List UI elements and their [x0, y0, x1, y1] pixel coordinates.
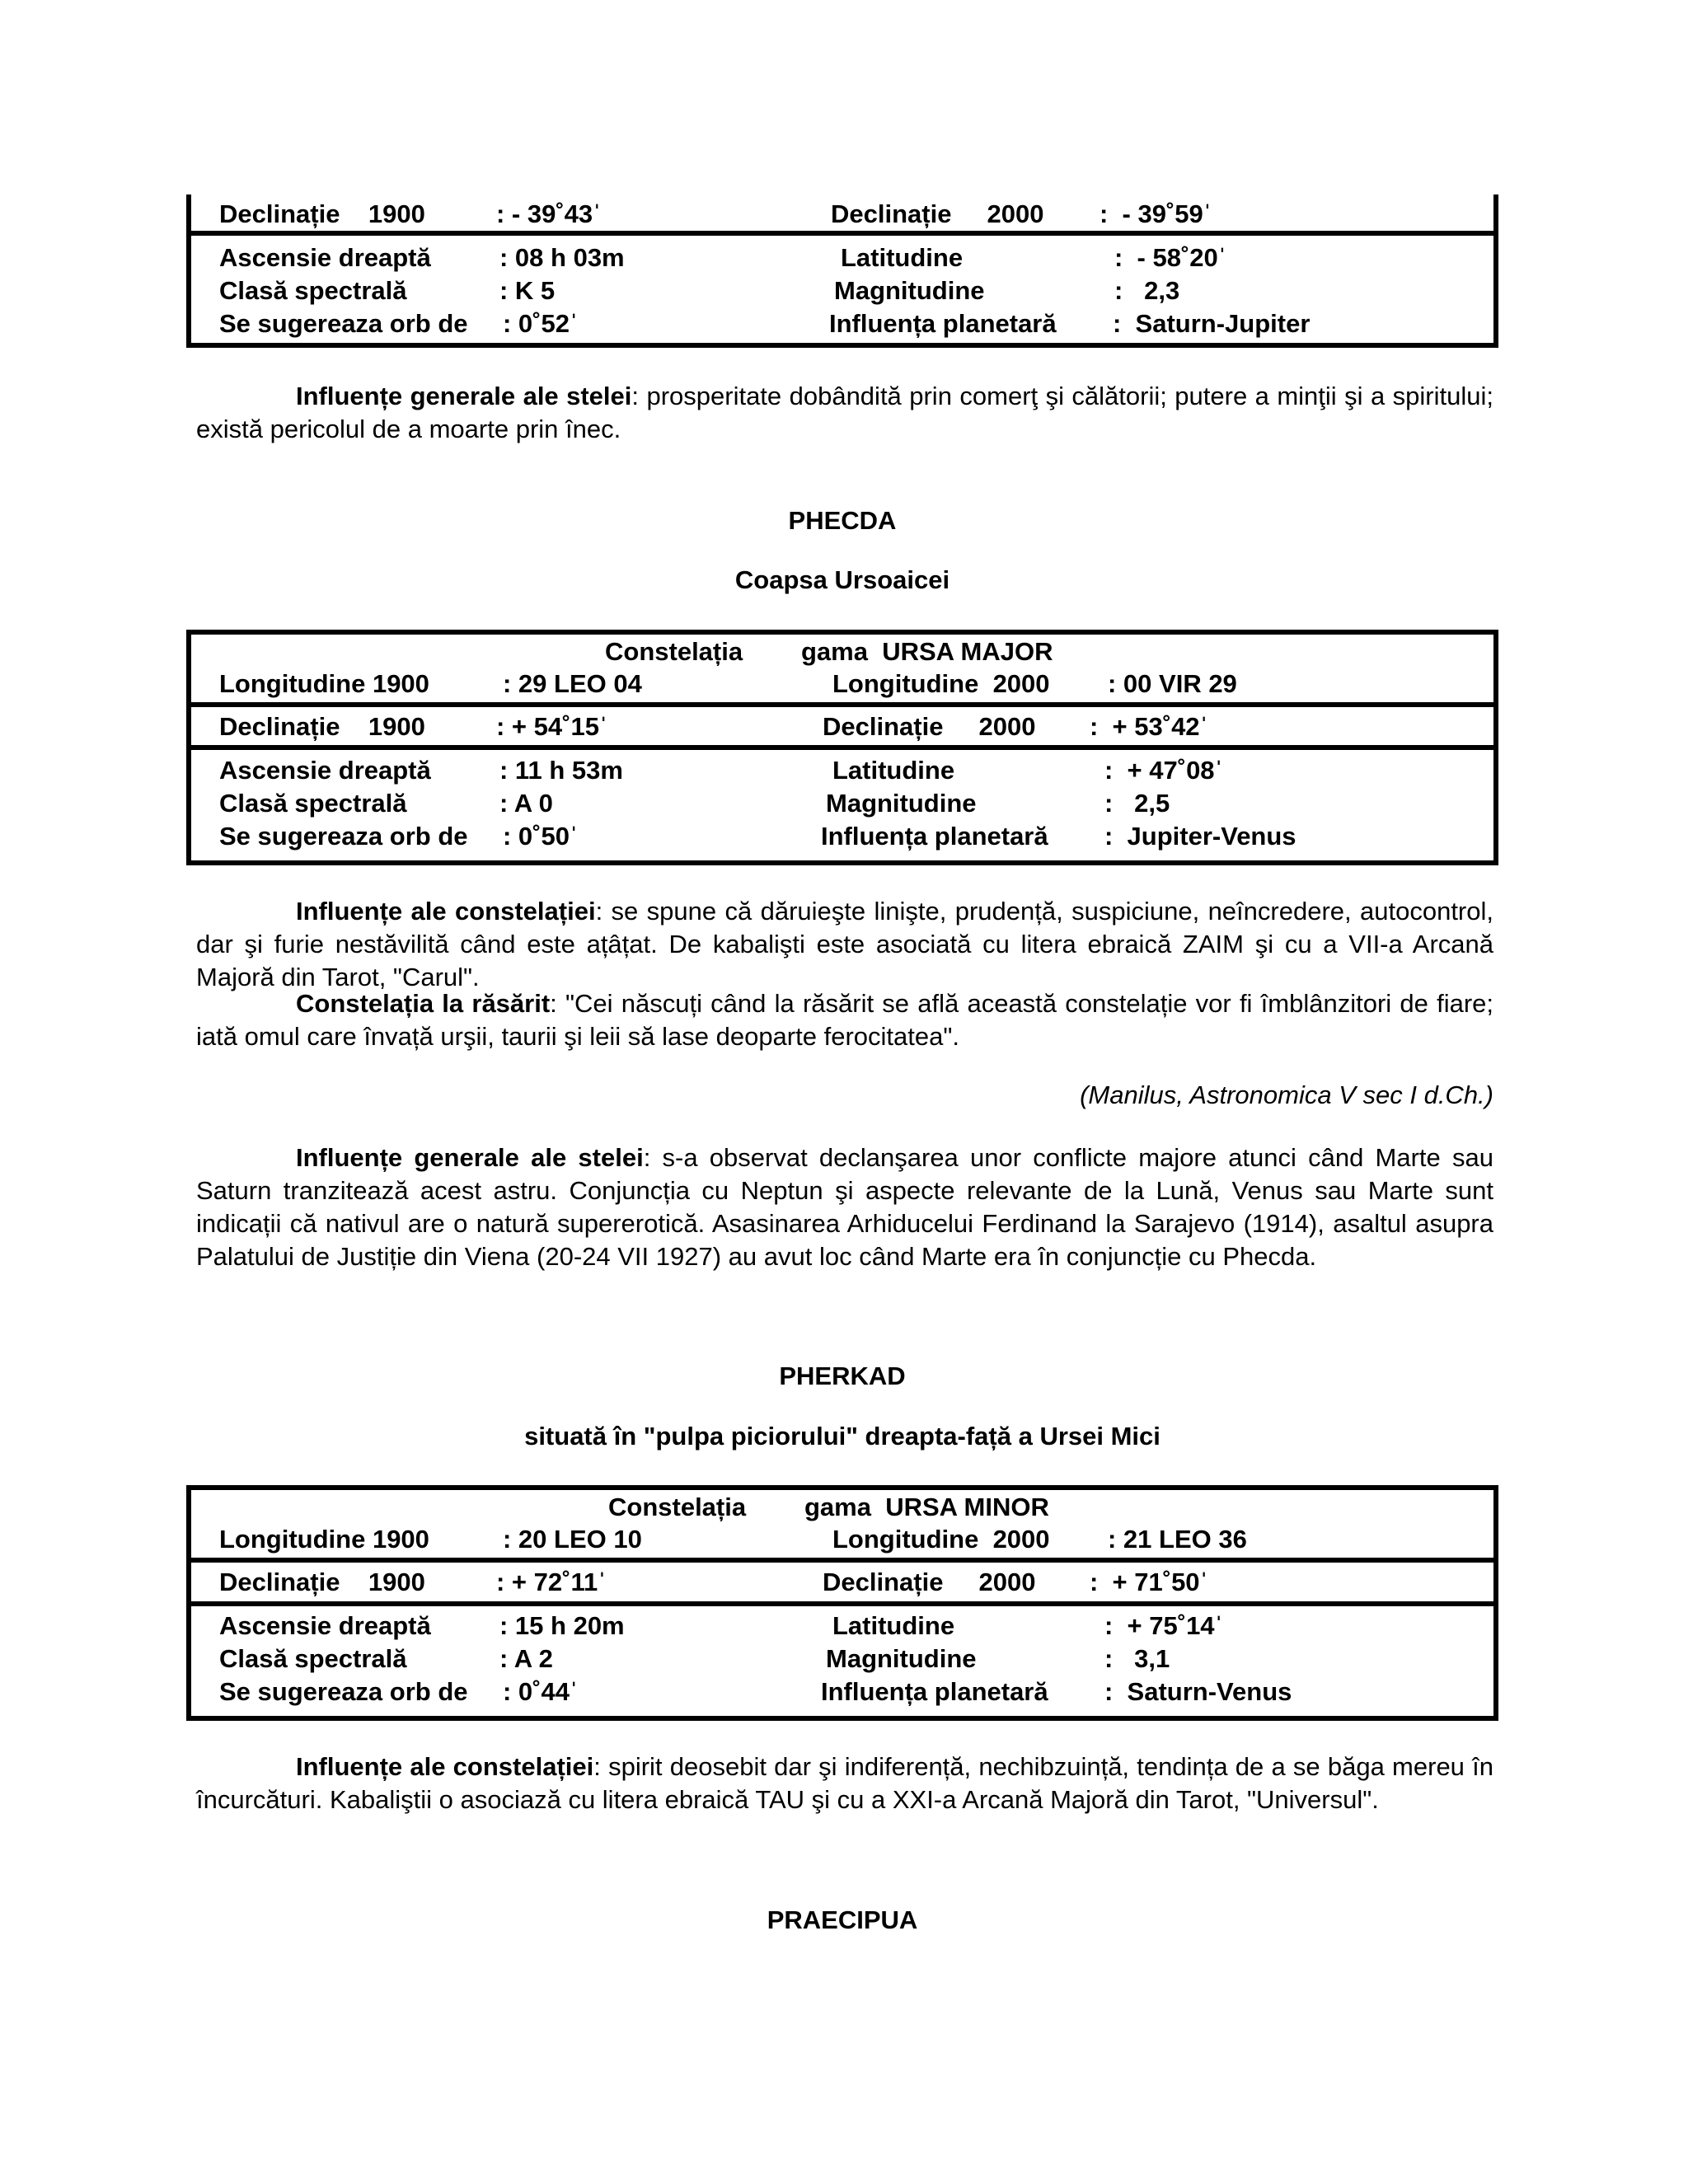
- magnitude-label: Magnitudine: [826, 789, 977, 818]
- constellation-label: Constelația: [605, 637, 743, 666]
- right-ascension-value: : 08 h 03m: [499, 243, 625, 272]
- planetary-influence-value: : Jupiter-Venus: [1104, 822, 1296, 851]
- spectral-class-label: Clasă spectrală: [219, 276, 407, 305]
- latitude-label: Latitudine: [841, 243, 964, 272]
- latitude-label: Latitudine: [832, 1611, 955, 1640]
- right-ascension-value: : 11 h 53m: [499, 756, 623, 785]
- orb-label: Se sugereaza orb de: [219, 309, 468, 338]
- declination-1900-value: : - 39˚43ˈ: [496, 199, 602, 228]
- longitude-1900-value: : 20 LEO 10: [503, 1525, 642, 1554]
- declination-1900-label: Declinație 1900: [219, 199, 425, 228]
- general-influences-paragraph: Influențe generale ale stelei: s-a observat declanşarea unor conflicte majore atunci când Marte sau Saturn tranzitează acest astru. Conjuncția cu Neptun şi aspecte relevante de la Lună, Venus sau Marte sunt indicații că nativul are o natură supererotică. Asasinarea Arhiducelui Ferdinand la Sarajevo (1914), asaltul asupra Palatului de Justiție din Viena (20-24 VII 1927) au avut loc când Marte era în conjuncție cu Phecda.: [196, 1143, 1493, 1271]
- latitude-value: : + 47˚08ˈ: [1104, 756, 1223, 785]
- declination-1900-value: : + 72˚11ˈ: [496, 1568, 607, 1596]
- spectral-class-label: Clasă spectrală: [219, 789, 407, 818]
- right-ascension-label: Ascensie dreaptă: [219, 1611, 431, 1640]
- orb-value: : 0˚44ˈ: [503, 1677, 579, 1706]
- declination-2000-label: Declinație 2000: [823, 1568, 1036, 1596]
- constellation-influences-paragraph: Influențe ale constelației: se spune că dăruieşte linişte, prudență, suspiciune, neîncredere, autocontrol, dar şi furie nestăvilită când este ațâțat. De kabalişti este asociată cu litera ebraică ZAIM şi cu a VII-a Arcană Majoră din Tarot, "Carul".: [196, 897, 1493, 991]
- declination-1900-label: Declinație 1900: [219, 712, 425, 741]
- magnitude-value: : 2,3: [1114, 276, 1180, 305]
- star-title-praecipua: PRAECIPUA: [767, 1905, 918, 1934]
- declination-2000-value: : + 53˚42ˈ: [1090, 712, 1208, 741]
- constellation-rising-paragraph: Constelația la răsărit: "Cei născuți când la răsărit se află această constelație vor fi îmblânzitori de fiare; iată omul care învață urşii, taurii şi leii să lase deoparte ferocitatea".: [196, 989, 1493, 1051]
- declination-2000-label: Declinație 2000: [823, 712, 1036, 741]
- star-subtitle-pherkad: situată în "pulpa piciorului" dreapta-față a Ursei Mici: [524, 1422, 1160, 1451]
- magnitude-value: : 2,5: [1104, 789, 1170, 818]
- constellation-influences-paragraph: Influențe ale constelației: spirit deosebit dar şi indiferență, nechibzuință, tendința de a se băga mereu în încurcături. Kabaliştii o asociază cu litera ebraică TAU şi cu a XXI-a Arcană Majoră din Tarot, "Universul".: [196, 1752, 1493, 1814]
- orb-value: : 0˚50ˈ: [503, 822, 579, 851]
- magnitude-label: Magnitudine: [834, 276, 985, 305]
- general-influences-paragraph: Influențe generale ale stelei: prosperitate dobândită prin comerţ şi călătorii; putere a minţii şi a spiritului; există pericolul de a moarte prin înec.: [196, 382, 1493, 443]
- spectral-class-label: Clasă spectrală: [219, 1644, 407, 1673]
- constellation-value: gama URSA MINOR: [804, 1493, 1049, 1521]
- constellation-label: Constelația: [608, 1493, 747, 1521]
- declination-1900-value: : + 54˚15ˈ: [496, 712, 608, 741]
- longitude-1900-label: Longitudine 1900: [219, 1525, 429, 1554]
- star-title-pherkad: PHERKAD: [779, 1361, 906, 1390]
- planetary-influence-label: Influența planetară: [829, 309, 1057, 338]
- right-ascension-label: Ascensie dreaptă: [219, 243, 431, 272]
- spectral-class-value: : K 5: [499, 276, 556, 305]
- right-ascension-value: : 15 h 20m: [499, 1611, 625, 1640]
- longitude-2000-value: : 21 LEO 36: [1108, 1525, 1247, 1554]
- planetary-influence-label: Influența planetară: [821, 822, 1048, 851]
- longitude-2000-label: Longitudine 2000: [832, 1525, 1050, 1554]
- spectral-class-value: : A 2: [499, 1644, 553, 1673]
- longitude-1900-value: : 29 LEO 04: [503, 669, 642, 698]
- latitude-value: : - 58˚20ˈ: [1114, 243, 1227, 272]
- longitude-2000-value: : 00 VIR 29: [1108, 669, 1237, 698]
- declination-2000-value: : - 39˚59ˈ: [1100, 199, 1212, 228]
- right-ascension-label: Ascensie dreaptă: [219, 756, 431, 785]
- citation: (Manilus, Astronomica V sec I d.Ch.): [1080, 1080, 1493, 1109]
- orb-value: : 0˚52ˈ: [503, 309, 579, 338]
- declination-2000-value: : + 71˚50ˈ: [1090, 1568, 1208, 1596]
- orb-label: Se sugereaza orb de: [219, 822, 468, 851]
- spectral-class-value: : A 0: [499, 789, 553, 818]
- orb-label: Se sugereaza orb de: [219, 1677, 468, 1706]
- longitude-1900-label: Longitudine 1900: [219, 669, 429, 698]
- declination-2000-label: Declinație 2000: [831, 199, 1044, 228]
- latitude-value: : + 75˚14ˈ: [1104, 1611, 1223, 1640]
- star-subtitle-phecda: Coapsa Ursoaicei: [734, 565, 950, 594]
- magnitude-label: Magnitudine: [826, 1644, 977, 1673]
- planetary-influence-label: Influența planetară: [821, 1677, 1048, 1706]
- planetary-influence-value: : Saturn-Jupiter: [1113, 309, 1311, 338]
- planetary-influence-value: : Saturn-Venus: [1104, 1677, 1292, 1706]
- magnitude-value: : 3,1: [1104, 1644, 1170, 1673]
- constellation-value: gama URSA MAJOR: [801, 637, 1053, 666]
- longitude-2000-label: Longitudine 2000: [832, 669, 1050, 698]
- declination-1900-label: Declinație 1900: [219, 1568, 425, 1596]
- latitude-label: Latitudine: [832, 756, 955, 785]
- star-title-phecda: PHECDA: [788, 506, 897, 535]
